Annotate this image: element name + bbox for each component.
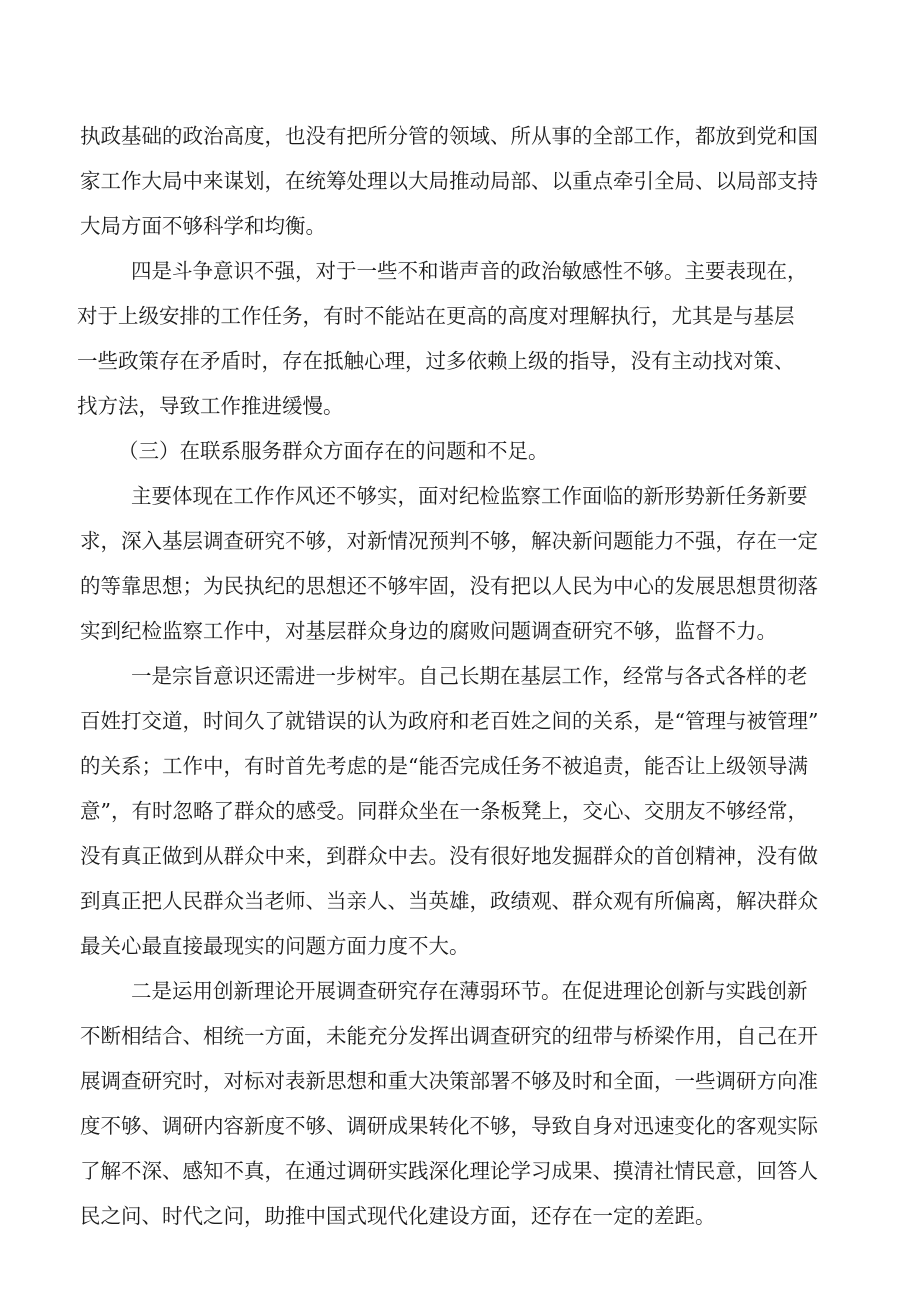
text-line: 二是运用创新理论开展调查研究存在薄弱环节。在促进理论创新与实践创新 — [131, 979, 808, 1003]
text-line: 四是斗争意识不强，对于一些不和谐声音的政治敏感性不够。主要表现在， — [131, 259, 808, 283]
section-heading: （三）在联系服务群众方面存在的问题和不足。 — [118, 439, 549, 463]
text-line: 的关系；工作中，有时首先考虑的是“能否完成任务不被追责，能否让上级领导满 — [80, 754, 808, 778]
text-line: 对于上级安排的工作任务，有时不能站在更高的高度对理解执行，尤其是与基层 — [77, 304, 795, 328]
text-line: 百姓打交道，时间久了就错误的认为政府和老百姓之间的关系，是“管理与被管理” — [80, 709, 819, 733]
text-line: 的等靠思想；为民执纪的思想还不够牢固，没有把以人民为中心的发展思想贯彻落 — [80, 574, 818, 598]
text-line: 一是宗旨意识还需进一步树牢。自己长期在基层工作，经常与各式各样的老 — [131, 664, 808, 688]
text-line: 最关心最直接最现实的问题方面力度不大。 — [80, 934, 470, 958]
text-line: 实到纪检监察工作中，对基层群众身边的腐败问题调查研究不够，监督不力。 — [80, 619, 777, 643]
text-line: 没有真正做到从群众中来，到群众中去。没有很好地发掘群众的首创精神，没有做 — [80, 844, 818, 868]
text-line: 大局方面不够科学和均衡。 — [80, 214, 326, 238]
text-line: 展调查研究时，对标对表新思想和重大决策部署不够及时和全面，一些调研方向准 — [80, 1069, 818, 1093]
text-line: 找方法，导致工作推进缓慢。 — [77, 394, 344, 418]
text-line: 不断相结合、相统一方面，未能充分发挥出调查研究的纽带与桥梁作用，自己在开 — [80, 1024, 818, 1048]
text-line: 执政基础的政治高度，也没有把所分管的领域、所从事的全部工作，都放到党和国 — [80, 124, 818, 148]
text-line: 一些政策存在矛盾时，存在抵触心理，过多依赖上级的指导，没有主动找对策、 — [77, 349, 795, 373]
text-line: 意”，有时忽略了群众的感受。同群众坐在一条板凳上，交心、交朋友不够经常， — [80, 799, 808, 823]
text-line: 度不够、调研内容新度不够、调研成果转化不够，导致自身对迅速变化的客观实际 — [80, 1114, 818, 1138]
text-line: 了解不深、感知不真，在通过调研实践深化理论学习成果、摸清社情民意，回答人 — [80, 1159, 818, 1183]
text-line: 主要体现在工作作风还不够实，面对纪检监察工作面临的新形势新任务新要 — [131, 484, 808, 508]
text-line: 求，深入基层调查研究不够，对新情况预判不够，解决新问题能力不强，存在一定 — [80, 529, 818, 553]
text-line: 民之问、时代之问，助推中国式现代化建设方面，还存在一定的差距。 — [80, 1204, 716, 1228]
text-line: 家工作大局中来谋划，在统筹处理以大局推动局部、以重点牵引全局、以局部支持 — [80, 169, 818, 193]
text-line: 到真正把人民群众当老师、当亲人、当英雄，政绩观、群众观有所偏离，解决群众 — [80, 889, 818, 913]
